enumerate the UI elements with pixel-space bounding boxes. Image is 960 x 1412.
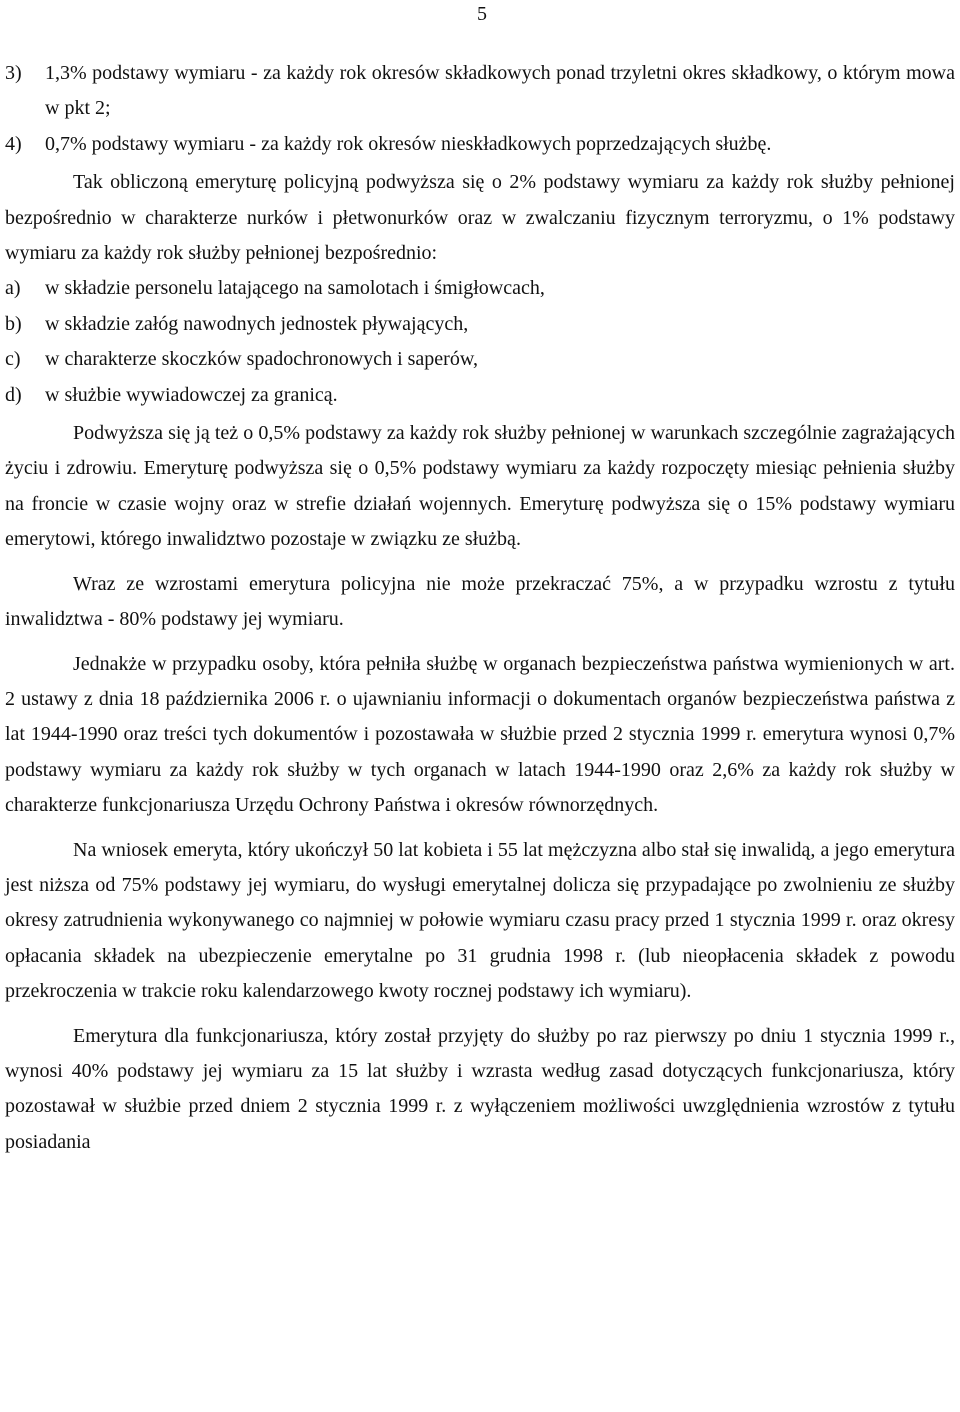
- paragraph-bonus-rates: Tak obliczoną emeryturę policyjną podwyższa się o 2% podstawy wymiaru za każdy rok służby pełnionej bezpośrednio w charakterze nurków i płetwonurków oraz w zwalczaniu fizycznym terroryzmu, o 1% podstawy wymiaru za każdy rok służby pełnionej bezpośrednio:: [5, 171, 955, 265]
- paragraph-new-officers: Emerytura dla funkcjonariusza, który został przyjęty do służby po raz pierwszy po dniu 1 stycznia 1999 r., wynosi 40% podstawy jej wymiaru za 15 lat służby i wzrasta według zasad dotyczących funkcjonariusza, który pozostawał w służbie przed dniem 2 stycznia 1999 r. z wyłączeniem możliwości uwzględnienia wzrostów z tytułu posiadania: [5, 1024, 955, 1153]
- numbered-item-text: 1,3% podstawy wymiaru - za każdy rok okresów składkowych ponad trzyletni okres składkowy, o którym mowa w pkt 2;: [45, 62, 955, 120]
- list-item-text: w składzie załóg nawodnych jednostek pływających,: [45, 312, 469, 335]
- paragraph-maximum-limit: Wraz ze wzrostami emerytura policyjna nie może przekraczać 75%, a w przypadku wzrostu z tytułu inwalidztwa - 80% podstawy jej wymiaru.: [5, 572, 955, 631]
- numbered-item-label: 3): [5, 62, 22, 84]
- list-item-label: b): [5, 312, 22, 335]
- list-item-label: a): [5, 277, 21, 300]
- list-item-label: d): [5, 383, 22, 406]
- page-number: 5: [477, 3, 487, 25]
- lettered-list: [5, 271, 955, 413]
- numbered-item-3: [5, 56, 955, 127]
- list-item-label: c): [5, 348, 21, 371]
- list-item-text: w charakterze skoczków spadochronowych i saperów,: [45, 348, 478, 371]
- list-item-a: [5, 271, 955, 306]
- paragraph-additional-increases: Podwyższa się ją też o 0,5% podstawy za każdy rok służby pełnionej w warunkach szczególnie zagrażających życiu i zdrowiu. Emeryturę podwyższa się o 0,5% podstawy wymiaru za każdy rozpoczęty miesiąc pełnienia służby na froncie w czasie wojny oraz w strefie działań wojennych. Emeryturę podwyższa się o 15% podstawy wymiaru emerytowi, którego inwalidztwo pozostaje w związku ze służbą.: [5, 422, 955, 551]
- list-item-text: w służbie wywiadowczej za granicą.: [45, 383, 338, 406]
- numbered-item-label: 4): [5, 132, 22, 155]
- paragraph-security-organs: Jednakże w przypadku osoby, która pełniła służbę w organach bezpieczeństwa państwa wymienionych w art. 2 ustawy z dnia 18 października 2006 r. o ujawnianiu informacji o dokumentach organów bezpieczeństwa państwa z lat 1944-1990 oraz treści tych dokumentów i pozostawała w służbie przed 2 stycznia 1999 r. emerytura wynosi 0,7% podstawy wymiaru za każdy rok służby w tych organach w latach 1944-1990 oraz 2,6% za każdy rok służby w charakterze funkcjonariusza Urzędu Ochrony Państwa i okresów równorzędnych.: [5, 652, 955, 817]
- paragraph-retiree-request: Na wniosek emeryta, który ukończył 50 lat kobieta i 55 lat mężczyzna albo stał się inwalidą, a jego emerytura jest niższa od 75% podstawy jej wymiaru, do wysługi emerytalnej dolicza się przypadające po zwolnieniu ze służby okresy zatrudnienia wykonywanego co najmniej w połowie wymiaru czasu pracy przed 1 stycznia 1999 r. oraz okresy opłacania składek na ubezpieczenie emerytalne po 31 grudnia 1998 r. (lub nieopłacenia składek z powodu przekroczenia w trakcie roku kalendarzowego kwoty rocznej podstawy ich wymiaru).: [5, 838, 955, 1003]
- document-body: [5, 56, 955, 1160]
- numbered-item-text: 0,7% podstawy wymiaru - za każdy rok okresów nieskładkowych poprzedzających służbę.: [45, 132, 772, 155]
- list-item-text: w składzie personelu latającego na samolotach i śmigłowcach,: [45, 277, 545, 300]
- numbered-item-4: [5, 127, 955, 162]
- list-item-b: [5, 307, 955, 342]
- list-item-d: [5, 378, 955, 413]
- list-item-c: [5, 342, 955, 377]
